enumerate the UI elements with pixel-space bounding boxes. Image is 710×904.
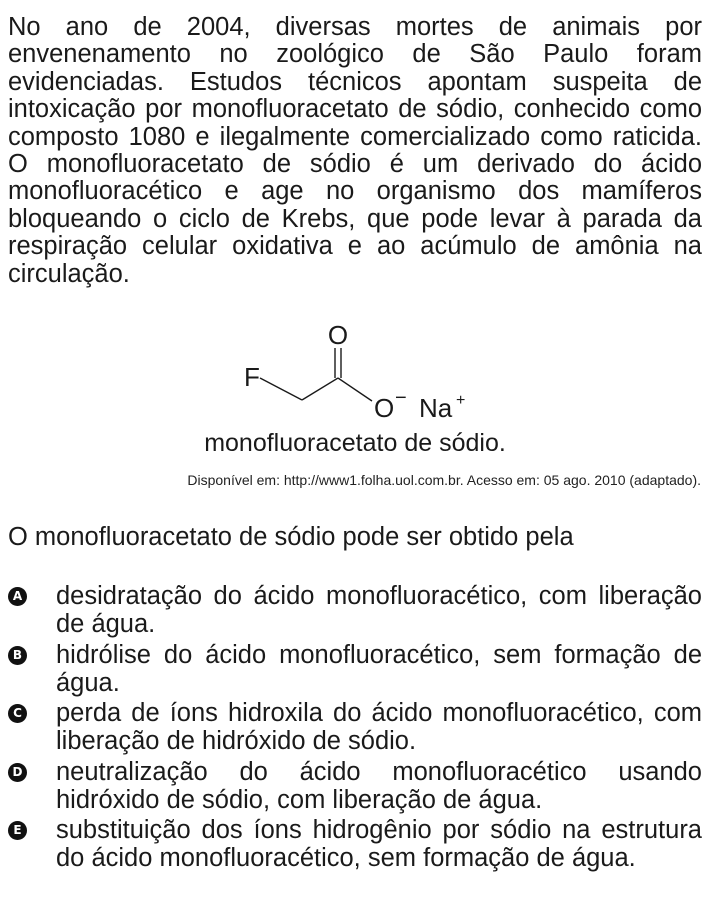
- plus-sign: +: [456, 392, 466, 409]
- question-stem: O monofluoracetato de sódio pode ser obtido pela: [8, 523, 574, 551]
- option-b[interactable]: [8, 641, 702, 697]
- structure-caption: monofluoracetato de sódio.: [204, 429, 506, 457]
- option-a[interactable]: [8, 582, 702, 638]
- option-d-letter-icon: D: [8, 763, 27, 782]
- option-c-letter-icon: C: [8, 704, 27, 723]
- option-a-text: desidratação do ácido monofluoracético, com liberação de água.: [56, 582, 702, 638]
- bond-c-o-single: [338, 378, 372, 401]
- option-d-text: neutralização do ácido monofluoracético usando hidróxido de sódio, com liberação de água.: [56, 757, 702, 814]
- bond-ch2-c: [302, 378, 338, 400]
- option-e-letter-icon: E: [8, 821, 27, 840]
- option-c[interactable]: [8, 699, 702, 755]
- option-d[interactable]: [8, 758, 702, 814]
- option-b-text: hidrólise do ácido monofluoracético, sem formação de água.: [56, 640, 702, 697]
- atom-o-top: O: [327, 320, 349, 350]
- minus-sign: −: [395, 387, 407, 409]
- option-e[interactable]: [8, 816, 702, 872]
- source-citation: Disponível em: http://www1.folha.uol.com.br. Acesso em: 05 ago. 2010 (adaptado).: [187, 472, 701, 488]
- option-a-letter-icon: A: [8, 587, 27, 606]
- atom-o-minus: O: [374, 393, 395, 423]
- atom-na: Na: [419, 393, 453, 423]
- answer-options: [8, 582, 702, 875]
- structure-diagram: [230, 318, 490, 428]
- option-b-letter-icon: B: [8, 646, 27, 665]
- atom-f: F: [244, 362, 260, 392]
- chemical-structure: [230, 318, 490, 428]
- option-c-text: perda de íons hidroxila do ácido monofluoracético, com liberação de hidróxido de sódio.: [56, 699, 702, 756]
- option-e-text: substituição dos íons hidrogênio por sódio na estrutura do ácido monofluoracético, sem formação de água.: [56, 816, 702, 873]
- passage-text: No ano de 2004, diversas mortes de animais por envenenamento no zoológico de São Paulo foram evidenciadas. Estudos técnicos apontam suspeita de intoxicação por monofluoracetato de sódio, conhecido como composto 1080 e ilegalmente comercializado como raticida. O monofluoracetato de sódio é um derivado do ácido monofluoracético e age no organismo dos mamíferos bloqueando o ciclo de Krebs, que pode levar à parada da respiração celular oxidativa e ao acúmulo de amônia na circulação.: [8, 13, 702, 288]
- bond-f-ch2: [260, 378, 302, 400]
